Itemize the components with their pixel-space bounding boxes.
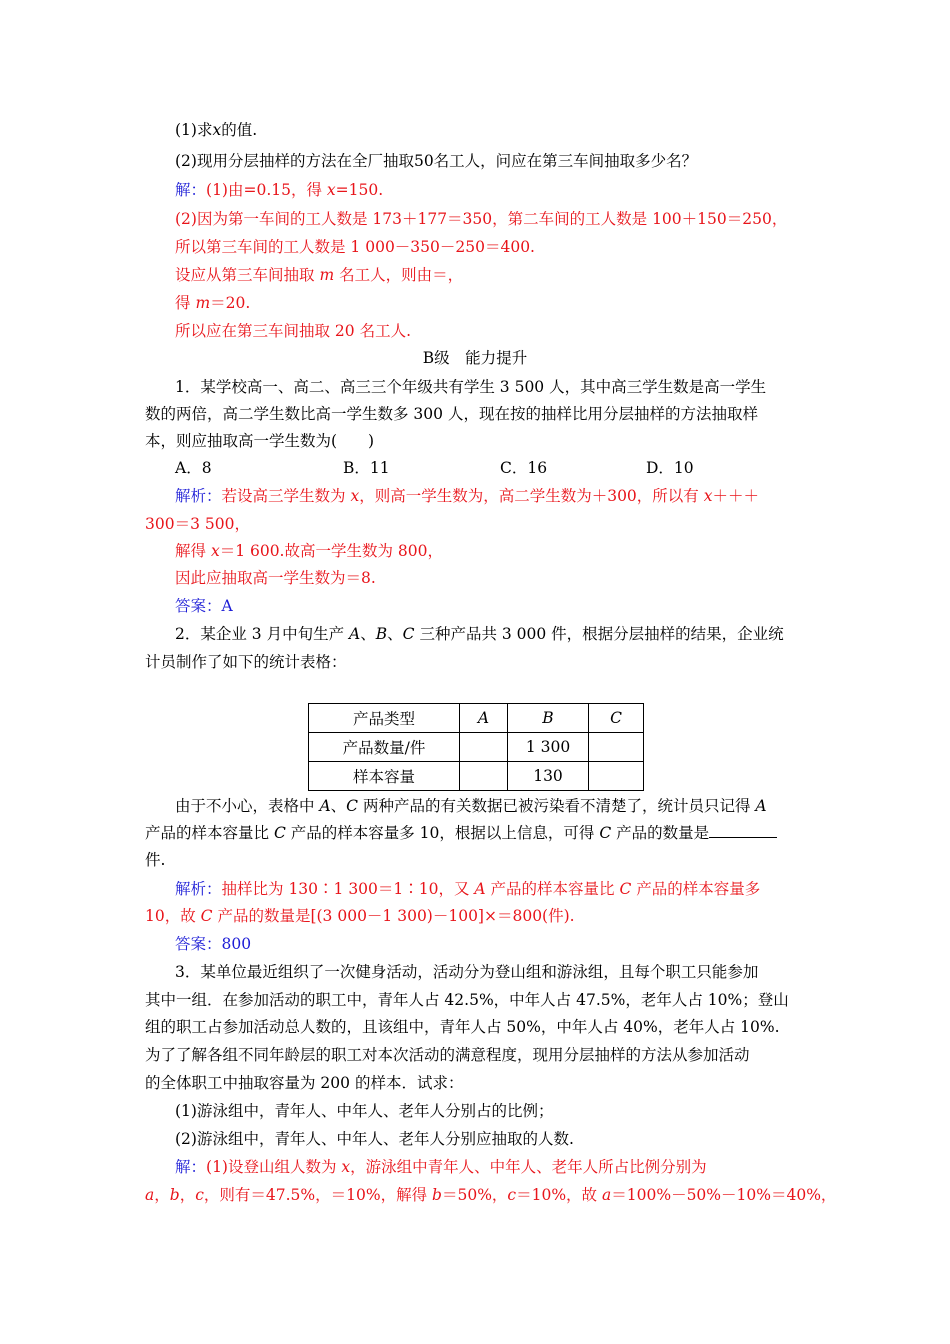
q2-answer: 答案：800 (175, 935, 252, 953)
q-prev-part2: (2)现用分层抽样的方法在全厂抽取50名工人，问应在第三车间抽取多少名？ (175, 152, 698, 170)
statistics-table (308, 703, 644, 791)
table-row (309, 762, 644, 791)
q1-solution-line1: 解析：若设高三学生数为 x，则高一学生数为，高二学生数为＋300，所以有 x＋＋＋ (175, 487, 759, 505)
section-title: B级 能力提升 (422, 349, 528, 367)
q3-solution-line1: 解：(1)设登山组人数为 x，游泳组中青年人、中年人、老年人所占比例分别为 (175, 1158, 707, 1176)
q2-paragraph-line3: 件. (145, 851, 166, 869)
table-header-row (309, 704, 644, 733)
q-prev-solution-2-line2: 所以第三车间的工人数是 1 000－350－250＝400. (175, 238, 535, 256)
q1-line2: 数的两倍，高二学生数比高一学生数多 300 人，现在按的抽样比用分层抽样的方法抽取样 (145, 405, 758, 423)
table-cell: 产品数量/件 (309, 733, 460, 762)
table-cell (460, 762, 508, 791)
q1-option-a: A．8 (175, 459, 212, 477)
q2-paragraph-line2: 产品的样本容量比 C 产品的样本容量多 10，根据以上信息，可得 C 产品的数量是 (145, 823, 777, 843)
q1-line3: 本，则应抽取高一学生数为( ) (145, 432, 375, 450)
q3-line1: 3．某单位最近组织了一次健身活动，活动分为登山组和游泳组，且每个职工只能参加 (175, 963, 759, 981)
q1-solution-line4: 因此应抽取高一学生数为＝8. (175, 569, 376, 587)
q3-line4: 为了了解各组不同年龄层的职工对本次活动的满意程度，现用分层抽样的方法从参加活动 (145, 1046, 750, 1064)
q2-solution-line2: 10，故 C 产品的数量是[(3 000－1 300)－100]×＝800(件). (145, 907, 575, 925)
q-prev-solution-2-line3: 设应从第三车间抽取 m 名工人，则由＝， (175, 266, 464, 284)
q2-solution-line1: 解析：抽样比为 130∶1 300＝1∶10，又 A 产品的样本容量比 C 产品的样本容量多 (175, 880, 761, 898)
q2-line1: 2．某企业 3 月中旬生产 A、B、C 三种产品共 3 000 件，根据分层抽样的结果，企业统 (175, 625, 784, 643)
table-row (309, 733, 644, 762)
q3-line3: 组的职工占参加活动总人数的，且该组中，青年人占 50%，中年人占 40%，老年人占 10%. (145, 1018, 780, 1036)
answer-blank (709, 823, 777, 838)
table-cell: 130 (508, 762, 589, 791)
q-prev-solution-2-line1: (2)因为第一车间的工人数是 173＋177＝350，第二车间的工人数是 100＋150＝250， (175, 210, 788, 228)
table-header-cell: A (460, 704, 508, 733)
q-prev-solution-2-line4: 得 m＝20. (175, 294, 251, 312)
q-prev-solution-2-line5: 所以应在第三车间抽取 20 名工人. (175, 322, 412, 340)
q2-paragraph-line1: 由于不小心，表格中 A、C 两种产品的有关数据已被污染看不清楚了，统计员只记得 A (175, 797, 767, 815)
table-cell (589, 733, 644, 762)
q1-line1: 1．某学校高一、高二、高三三个年级共有学生 3 500 人，其中高三学生数是高一学生 (175, 378, 767, 396)
q3-part2: (2)游泳组中，青年人、中年人、老年人分别应抽取的人数. (175, 1130, 574, 1148)
q1-solution-line3: 解得 x＝1 600.故高一学生数为 800， (175, 542, 444, 560)
q3-part1: (1)游泳组中，青年人、中年人、老年人分别占的比例； (175, 1102, 554, 1120)
q3-solution-line2: a，b，c，则有＝47.5%，＝10%，解得 b＝50%，c＝10%，故 a＝100%－50%－10%＝40%， (145, 1186, 837, 1204)
table-header-cell: B (508, 704, 589, 733)
q1-answer: 答案：A (175, 597, 233, 615)
table-cell (589, 762, 644, 791)
q3-line5: 的全体职工中抽取容量为 200 的样本．试求： (145, 1074, 464, 1092)
q1-solution-line2: 300＝3 500， (145, 515, 250, 533)
table-cell (460, 733, 508, 762)
q1-option-c: C．16 (500, 459, 548, 477)
q-prev-solution-1: 解：(1)由=0.15，得 x=150. (175, 181, 384, 199)
q3-line2: 其中一组．在参加活动的职工中，青年人占 42.5%，中年人占 47.5%，老年人占 10%；登山 (145, 991, 789, 1009)
table-header-cell: 产品类型 (309, 704, 460, 733)
q2-line2: 计员制作了如下的统计表格： (145, 653, 347, 671)
table-header-cell: C (589, 704, 644, 733)
q1-option-b: B．11 (343, 459, 390, 477)
q-prev-part1: (1)求x的值. (175, 121, 258, 139)
q1-option-d: D．10 (646, 459, 694, 477)
table-cell: 1 300 (508, 733, 589, 762)
table-cell: 样本容量 (309, 762, 460, 791)
